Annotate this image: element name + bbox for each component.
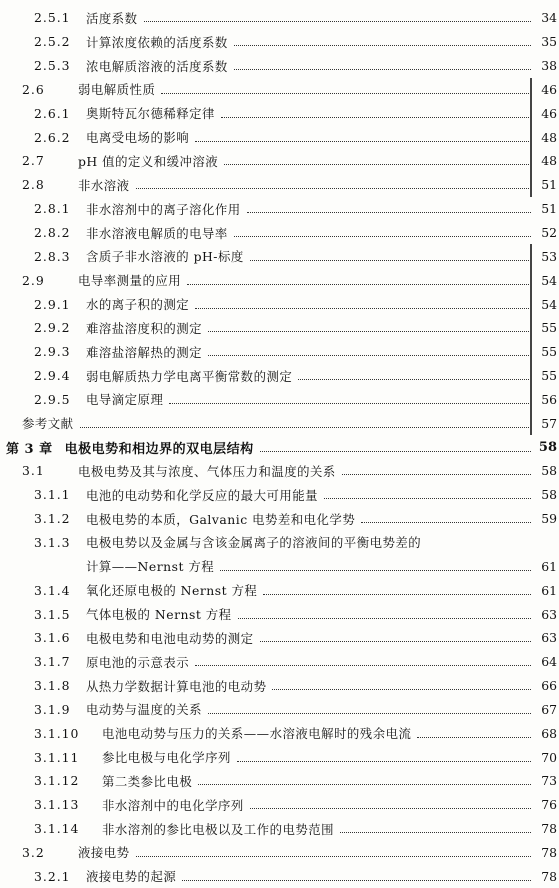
toc-entry[interactable] (0, 841, 559, 865)
toc-entry-number: 第 3 章 (6, 441, 53, 457)
toc-entry-title: 非水溶液电解质的电导率 (86, 225, 228, 241)
dot-leader (208, 331, 531, 332)
toc-entry[interactable] (0, 268, 559, 292)
toc-entry-page: 58 (541, 487, 557, 503)
toc-entry-number: 2.7 (22, 153, 45, 169)
dot-leader (220, 570, 531, 571)
toc-entry-page: 76 (541, 797, 557, 813)
toc-entry[interactable] (0, 221, 559, 245)
toc-entry[interactable] (0, 507, 559, 531)
dot-leader (195, 141, 531, 142)
toc-entry-title: 非水溶剂中的电化学序列 (102, 797, 244, 813)
dot-leader (260, 451, 531, 452)
toc-entry[interactable] (0, 674, 559, 698)
dot-leader (224, 164, 531, 165)
toc-entry-page: 54 (541, 272, 557, 288)
toc-entry-number: 3.1.12 (34, 773, 80, 789)
dot-leader (272, 689, 531, 690)
toc-entry-number: 2.6.2 (34, 129, 71, 145)
toc-entry-title: 电池电动势与压力的关系——水溶液电解时的残余电流 (102, 726, 412, 742)
dot-leader (169, 403, 531, 404)
toc-entry[interactable] (0, 173, 559, 197)
toc-entry[interactable] (0, 6, 559, 30)
toc-entry[interactable] (0, 459, 559, 483)
dot-leader (250, 260, 531, 261)
toc-entry-page: 58 (541, 463, 557, 479)
toc-entry-title: 氧化还原电极的 Nernst 方程 (86, 583, 258, 599)
toc-entry-title: pH 值的定义和缓冲溶液 (78, 153, 219, 169)
toc-entry-title: 水的离子积的测定 (86, 297, 190, 313)
toc-entry-number: 2.9.2 (34, 320, 71, 336)
toc-entry[interactable] (0, 316, 559, 340)
toc-entry[interactable] (0, 364, 559, 388)
toc-entry-title: 电极电势以及金属与含该金属离子的溶液间的平衡电势差的 (86, 535, 422, 551)
toc-entry-number: 2.9.3 (34, 344, 71, 360)
toc-entry[interactable] (0, 554, 559, 578)
toc-entry-title: 计算——Nernst 方程 (86, 559, 215, 575)
toc-entry-title: 电动势与温度的关系 (86, 702, 203, 718)
toc-entry-page: 68 (541, 725, 557, 741)
toc-entry-page: 48 (541, 153, 557, 169)
toc-entry[interactable] (0, 769, 559, 793)
toc-entry-number: 2.9.5 (34, 391, 71, 407)
toc-entry-title: 电极电势和相边界的双电层结构 (64, 441, 254, 457)
toc-entry-page: 35 (541, 34, 557, 50)
dot-leader (161, 93, 531, 94)
toc-entry[interactable] (0, 793, 559, 817)
toc-entry[interactable] (0, 602, 559, 626)
toc-entry-page: 53 (541, 248, 557, 264)
toc-entry-title: 参比电极与电化学序列 (102, 750, 231, 766)
toc-entry-page: 51 (541, 177, 557, 193)
dot-leader (221, 117, 531, 118)
table-of-contents (0, 6, 559, 888)
toc-entry-page: 63 (541, 606, 557, 622)
dot-leader (247, 212, 531, 213)
toc-entry-number: 2.9.4 (34, 368, 71, 384)
toc-entry[interactable] (0, 411, 559, 435)
toc-entry-title: 非水溶液 (78, 177, 130, 193)
toc-entry-page: 78 (541, 844, 557, 860)
toc-entry-number: 3.1.6 (34, 630, 71, 646)
toc-entry-title: 从热力学数据计算电池的电动势 (86, 678, 267, 694)
dot-leader (208, 355, 531, 356)
margin-rule (530, 78, 532, 197)
toc-entry[interactable] (0, 149, 559, 173)
toc-entry[interactable] (0, 650, 559, 674)
toc-entry-title: 液接电势 (78, 845, 130, 861)
dot-leader (340, 832, 531, 833)
dot-leader (361, 522, 531, 523)
toc-entry-number: 3.2.1 (34, 868, 71, 884)
toc-entry-title: 电导率测量的应用 (78, 273, 182, 289)
dot-leader (237, 761, 531, 762)
toc-entry[interactable] (0, 292, 559, 316)
dot-leader (250, 808, 531, 809)
toc-entry-number: 3.1.13 (34, 797, 80, 813)
toc-entry-number: 2.9.1 (34, 296, 71, 312)
toc-entry-number: 3.1.3 (34, 534, 71, 550)
toc-entry[interactable] (0, 745, 559, 769)
toc-entry-page: 61 (541, 558, 557, 574)
toc-entry-title: 非水溶剂中的离子溶化作用 (86, 201, 241, 217)
toc-entry[interactable] (0, 697, 559, 721)
toc-entry-number: 3.1.8 (34, 678, 71, 694)
toc-entry[interactable] (0, 54, 559, 78)
toc-entry-title: 电离受电场的影响 (86, 130, 190, 146)
toc-entry-title: 弱电解质性质 (78, 82, 156, 98)
toc-entry-number: 3.1.4 (34, 582, 71, 598)
toc-entry[interactable] (0, 721, 559, 745)
toc-entry-page: 46 (541, 105, 557, 121)
toc-entry-number: 3.1.9 (34, 701, 71, 717)
toc-entry-page: 64 (541, 654, 557, 670)
toc-entry-page: 59 (541, 511, 557, 527)
toc-entry-title: 电极电势及其与浓度、气体压力和温度的关系 (78, 463, 336, 479)
dot-leader (198, 784, 531, 785)
toc-entry[interactable] (0, 817, 559, 841)
toc-entry-number: 3.1 (22, 463, 45, 479)
toc-entry[interactable] (0, 531, 559, 555)
toc-entry-title: 奥斯特瓦尔德稀释定律 (86, 106, 215, 122)
toc-entry-page: 51 (541, 201, 557, 217)
toc-entry-number: 2.8.1 (34, 201, 71, 217)
toc-entry[interactable] (0, 244, 559, 268)
toc-entry-page: 58 (538, 439, 557, 455)
toc-entry-title: 气体电极的 Nernst 方程 (86, 607, 232, 623)
toc-entry-number: 3.1.7 (34, 654, 71, 670)
toc-entry-page: 66 (541, 678, 557, 694)
toc-entry-page: 67 (541, 701, 557, 717)
toc-entry-number: 3.1.14 (34, 821, 80, 837)
toc-entry-title: 难溶盐溶解热的测定 (86, 344, 203, 360)
dot-leader (417, 737, 531, 738)
toc-entry[interactable] (0, 78, 559, 102)
toc-entry-number: 2.6 (22, 81, 45, 97)
toc-entry-number: 3.1.1 (34, 487, 71, 503)
toc-entry[interactable] (0, 435, 559, 459)
toc-entry-number: 2.5.3 (34, 58, 71, 74)
toc-entry-title: 浓电解质溶液的活度系数 (86, 58, 228, 74)
toc-entry-title: 原电池的示意表示 (86, 654, 190, 670)
toc-entry-number: 2.8.3 (34, 248, 71, 264)
dot-leader (195, 665, 531, 666)
toc-entry-title: 活度系数 (86, 10, 138, 26)
toc-entry-title: 液接电势的起源 (86, 869, 177, 885)
toc-entry-page: 54 (541, 296, 557, 312)
dot-leader (324, 498, 531, 499)
toc-entry[interactable] (0, 864, 559, 888)
toc-entry-title: 电导滴定原理 (86, 392, 164, 408)
toc-entry[interactable] (0, 125, 559, 149)
dot-leader (234, 45, 531, 46)
toc-entry-number: 3.1.2 (34, 511, 71, 527)
toc-entry-title: 非水溶剂的参比电极以及工作的电势范围 (102, 821, 335, 837)
toc-entry-title: 电池的电动势和化学反应的最大可用能量 (86, 487, 319, 503)
dot-leader (136, 188, 531, 189)
toc-entry-title: 电极电势的本质，Galvanic 电势差和电化学势 (86, 511, 356, 527)
toc-entry[interactable] (0, 197, 559, 221)
dot-leader (144, 21, 531, 22)
toc-entry-page: 34 (541, 10, 557, 26)
toc-entry-title: 弱电解质热力学电离平衡常数的测定 (86, 368, 293, 384)
toc-entry[interactable] (0, 340, 559, 364)
dot-leader (195, 308, 531, 309)
dot-leader (182, 880, 531, 881)
dot-leader (260, 641, 531, 642)
toc-entry-page: 48 (541, 129, 557, 145)
toc-entry[interactable] (0, 578, 559, 602)
toc-entry-page: 78 (541, 821, 557, 837)
dot-leader (136, 856, 531, 857)
toc-entry-page: 70 (541, 749, 557, 765)
dot-leader (234, 69, 531, 70)
toc-entry-number: 2.5.2 (34, 34, 71, 50)
toc-entry[interactable] (0, 101, 559, 125)
toc-entry-number: 3.1.10 (34, 725, 80, 741)
toc-entry-page: 73 (541, 773, 557, 789)
toc-entry-title: 参考文献 (22, 416, 74, 432)
toc-entry-number: 2.6.1 (34, 105, 71, 121)
dot-leader (187, 284, 531, 285)
toc-entry-page: 46 (541, 81, 557, 97)
toc-entry-title: 电极电势和电池电动势的测定 (86, 630, 254, 646)
toc-entry-number: 3.1.5 (34, 606, 71, 622)
toc-entry-page: 55 (541, 344, 557, 360)
toc-entry-page: 61 (541, 582, 557, 598)
dot-leader (263, 594, 531, 595)
toc-entry-number: 2.8.2 (34, 225, 71, 241)
toc-entry-page: 38 (541, 58, 557, 74)
toc-entry-page: 55 (541, 368, 557, 384)
toc-entry[interactable] (0, 30, 559, 54)
dot-leader (80, 427, 531, 428)
toc-entry-title: 含质子非水溶液的 pH-标度 (86, 249, 244, 265)
toc-entry-page: 55 (541, 320, 557, 336)
toc-entry-title: 第二类参比电极 (102, 773, 193, 789)
dot-leader (342, 474, 531, 475)
toc-entry-page: 52 (541, 225, 557, 241)
toc-entry-number: 3.2 (22, 844, 45, 860)
toc-entry-page: 78 (541, 868, 557, 884)
dot-leader (298, 379, 531, 380)
toc-entry-number: 2.8 (22, 177, 45, 193)
dot-leader (234, 236, 531, 237)
toc-entry-page: 56 (541, 391, 557, 407)
toc-entry-number: 2.5.1 (34, 10, 71, 26)
toc-entry-title: 计算浓度依赖的活度系数 (86, 34, 228, 50)
toc-entry[interactable] (0, 388, 559, 412)
toc-entry[interactable] (0, 483, 559, 507)
toc-entry-page: 63 (541, 630, 557, 646)
dot-leader (238, 618, 531, 619)
margin-rule (530, 244, 532, 435)
toc-entry[interactable] (0, 626, 559, 650)
toc-entry-number: 2.9 (22, 272, 45, 288)
toc-entry-number: 3.1.11 (34, 749, 80, 765)
toc-entry-title: 难溶盐溶度积的测定 (86, 320, 203, 336)
dot-leader (208, 713, 531, 714)
toc-entry-page: 57 (541, 415, 557, 431)
